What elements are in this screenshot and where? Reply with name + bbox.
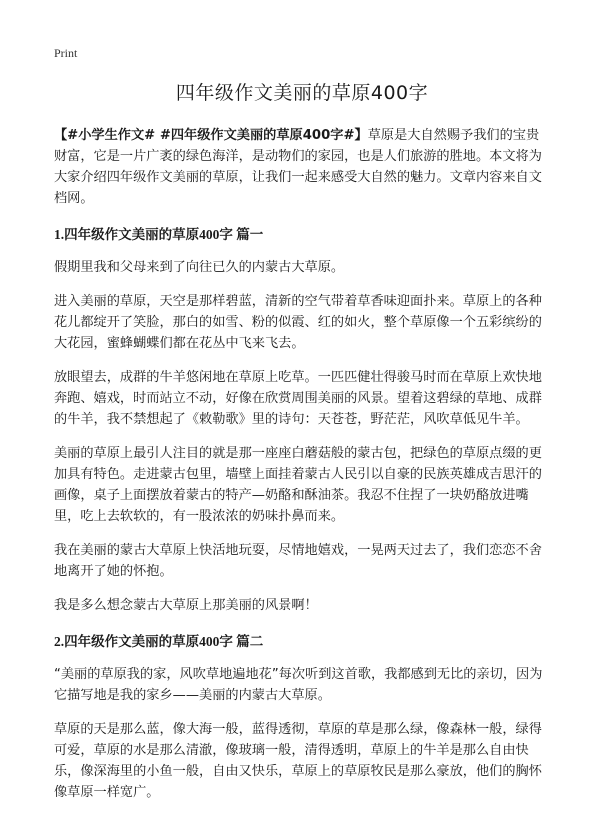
paragraph: 美丽的草原上最引人注目的就是那一座座白蘑菇般的蒙古包，把绿色的草原点缀的更加具有特色。走进蒙古包里，墙壁上面挂着蒙古人民引以自豪的民族英雄成吉思汗的画像，桌子上面摆放着蒙古的特产—奶酪和酥油茶。我忍不住捏了一块奶酪放进嘴里，吃上去软软的，有一股浓浓的奶味扑鼻而来。 [54, 446, 542, 524]
print-label: Print [54, 46, 78, 60]
paragraph: 假期里我和父母来到了向往已久的内蒙古大草原。 [54, 260, 345, 275]
intro-text: 草原是大自然赐予我们的宝贵财富，它是一片广袤的绿色海洋，是动物们的家园，也是人们旅游的胜地。本文将为大家介绍四年级作文美丽的草原，让我们一起来感受大自然的魅力。文章内容来自文档网。 [54, 128, 542, 206]
paragraph: “美丽的草原我的家，风吹草地遍地花”每次听到这首歌，我都感到无比的亲切，因为它描写地是我的家乡——美丽的内蒙古大草原。 [54, 667, 543, 703]
paragraph: 我在美丽的蒙古大草原上快活地玩耍，尽情地嬉戏，一晃两天过去了，我们恋恋不舍地离开了她的怀抱。 [54, 543, 542, 579]
intro-tags: 【#小学生作文# #四年级作文美丽的草原400字#】 [54, 128, 368, 143]
page-title: 四年级作文美丽的草原400字 [175, 82, 429, 104]
section-heading: 2.四年级作文美丽的草原400字 篇二 [54, 634, 264, 649]
paragraph: 放眼望去，成群的牛羊悠闲地在草原上吃草。一匹匹健壮得骏马时而在草原上欢快地奔跑、嬉戏，时而站立不动，好像在欣赏周围美丽的风景。望着这碧绿的草地、成群的牛羊，我不禁想起了《敕勒歌》里的诗句：天苍苍，野茫茫，风吹草低见牛羊。 [54, 370, 542, 427]
intro-paragraph [54, 125, 550, 209]
paragraph: 进入美丽的草原，天空是那样碧蓝，清新的空气带着草香味迎面扑来。草原上的各种花儿都绽开了笑脸，那白的如雪、粉的似霞、红的如火，整个草原像一个五彩缤纷的大花园，蜜蜂蝴蝶们都在花丛中飞来飞去。 [54, 294, 542, 351]
paragraph: 我是多么想念蒙古大草原上那美丽的风景啊！ [54, 598, 318, 613]
section-heading: 1.四年级作文美丽的草原400字 篇一 [54, 227, 264, 242]
section-2 [54, 630, 550, 803]
section-1 [54, 223, 550, 616]
paragraph: 草原的天是那么蓝，像大海一般，蓝得透彻，草原的草是那么绿，像森林一般，绿得可爱，草原的水是那么清澈，像玻璃一般，清得透明，草原上的牛羊是那么自由快乐，像深海里的小鱼一般，自由又快乐，草原上的草原牧民是那么豪放，他们的胸怀像草原一样宽广。 [54, 722, 542, 800]
document-body [54, 78, 550, 816]
